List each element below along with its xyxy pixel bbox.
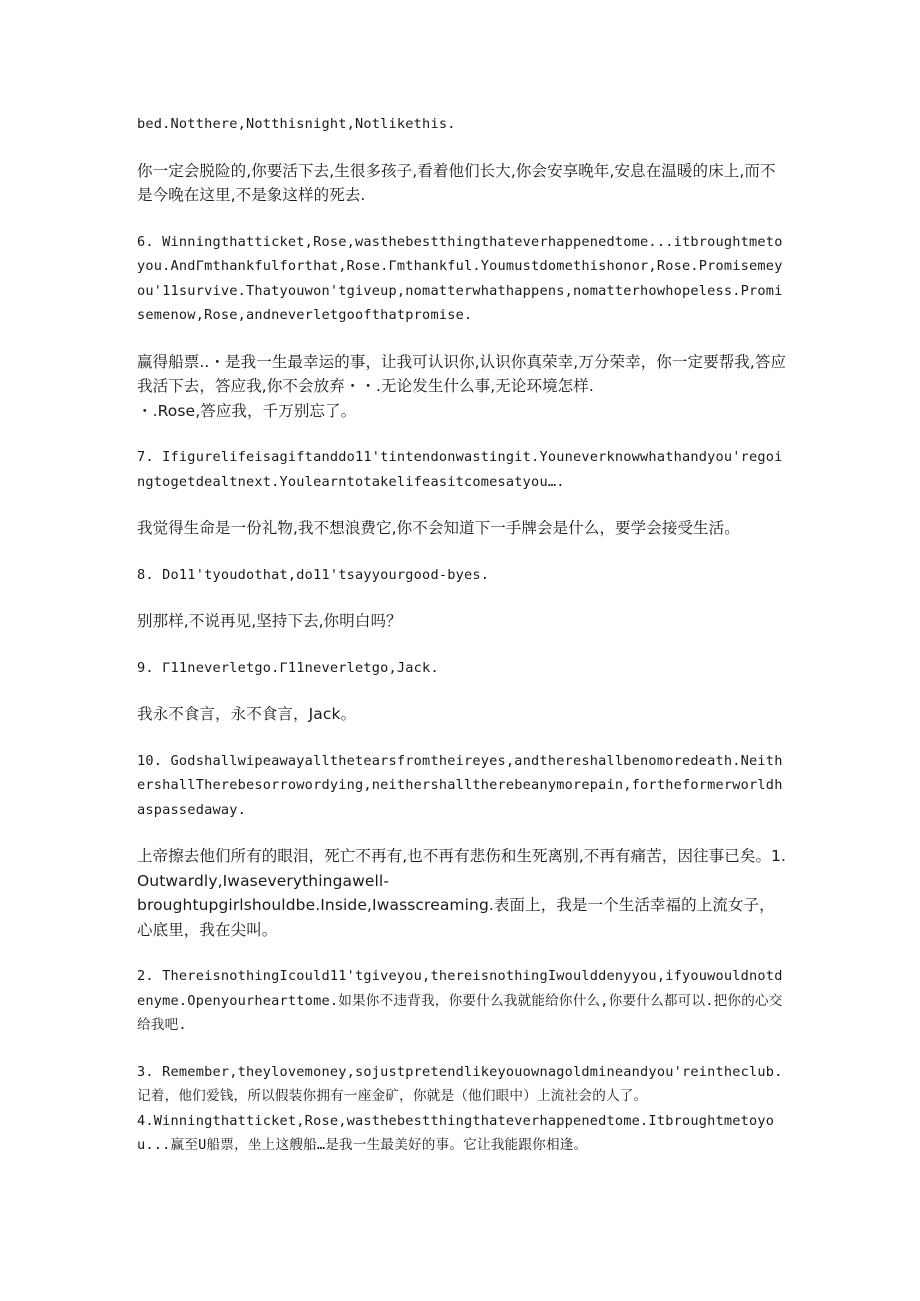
paragraph-7: 8. Do11'tyoudothat,do11'tsayyourgood-byes. xyxy=(137,566,490,583)
paragraph-1: bed.Notthere,Notthisnight,Notlikethis. xyxy=(137,116,456,132)
paragraph-6: 我觉得生命是一份礼物,我不想浪费它,你不会知道下一手牌会是什么，要学会接受生活。 xyxy=(137,519,740,537)
paragraph-3: 6. Winningthatticket,Rose,wasthebestthingthateverhappenedtome...itbroughtmetoyou.AndΓmthankfulforthat,Rose.Γmthankful.Youmustdomethishonor,Rose.Promisemeyou'11survive.Thatyouwon'tgiveup,nomatterwhathappens,nomatterhowhopeless.Promisemenow,Rose,andneverletgoofthatpromise. xyxy=(137,233,783,323)
paragraph-8: 别那样,不说再见,坚持下去,你明白吗？ xyxy=(137,612,402,630)
paragraph-13: 2. ThereisnothingIcould11'tgiveyou,thereisnothingIwoulddenyyou,ifyouwouldnotdenyme.Openyourhearttome.如果你不违背我，你要什么我就能给你什么,你要什么都可以.把你的心交给我吧. xyxy=(137,968,783,1033)
paragraph-9: 9. Γ11neverletgo.Γ11neverletgo,Jack. xyxy=(137,659,439,676)
paragraph-11: 10. Godshallwipeawayallthetearsfromtheireyes,andthereshallbenomoredeath.NeithershallTherebesorrowordying,neithershalltherebeanymorepain,fortheformerworldhaspassedaway. xyxy=(137,752,783,818)
paragraph-14: 3. Remember,theylovemoney,sojustpretendlikeyouownagoldmineandyou'reintheclub.记着，他们爱钱，所以假装你拥有一座金矿，你就是（他们眼中）上流社会的人了。 4.Winningthatticket,Rose,wasthebestthingthateverhappenedtome.Itbroughtmetoyou...赢至U船票，坐上这艘船…是我一生最美好的事。它让我能跟你相逢。 xyxy=(137,1063,783,1153)
document-page xyxy=(137,112,787,1158)
paragraph-4: 赢得船票..・是我一生最幸运的事，让我可认识你,认识你真荣幸,万分荣幸，你一定要帮我,答应我活下去，答应我,你不会放弃・・.无论发生什么事,无论环境怎样. ・.Rose,答应我，千万别忘了。 xyxy=(137,352,787,420)
paragraph-2: 你一定会脱险的,你要活下去,生很多孩子,看着他们长大,你会安享晚年,安息在温暖的床上,而不是今晚在这里,不是象这样的死去. xyxy=(137,161,776,204)
paragraph-5: 7. Ifigurelifeisagiftanddo11'tintendonwastingit.Youneverknowwhathandyou'regoingtogetdealtnext.Youlearntotakelifeasitcomesatyou…. xyxy=(137,449,783,490)
paragraph-12: 上帝擦去他们所有的眼泪，死亡不再有,也不再有悲伤和生死离别,不再有痛苦，因往事已矣。1.Outwardly,Iwaseverythingawell- broughtupgirlshouldbe.Inside,Iwasscreaming.表面上，我是一个生活幸福的上流女子，心底里，我在尖叫。 xyxy=(137,847,787,939)
paragraph-10: 我永不食言，永不食言，Jack。 xyxy=(137,705,357,723)
